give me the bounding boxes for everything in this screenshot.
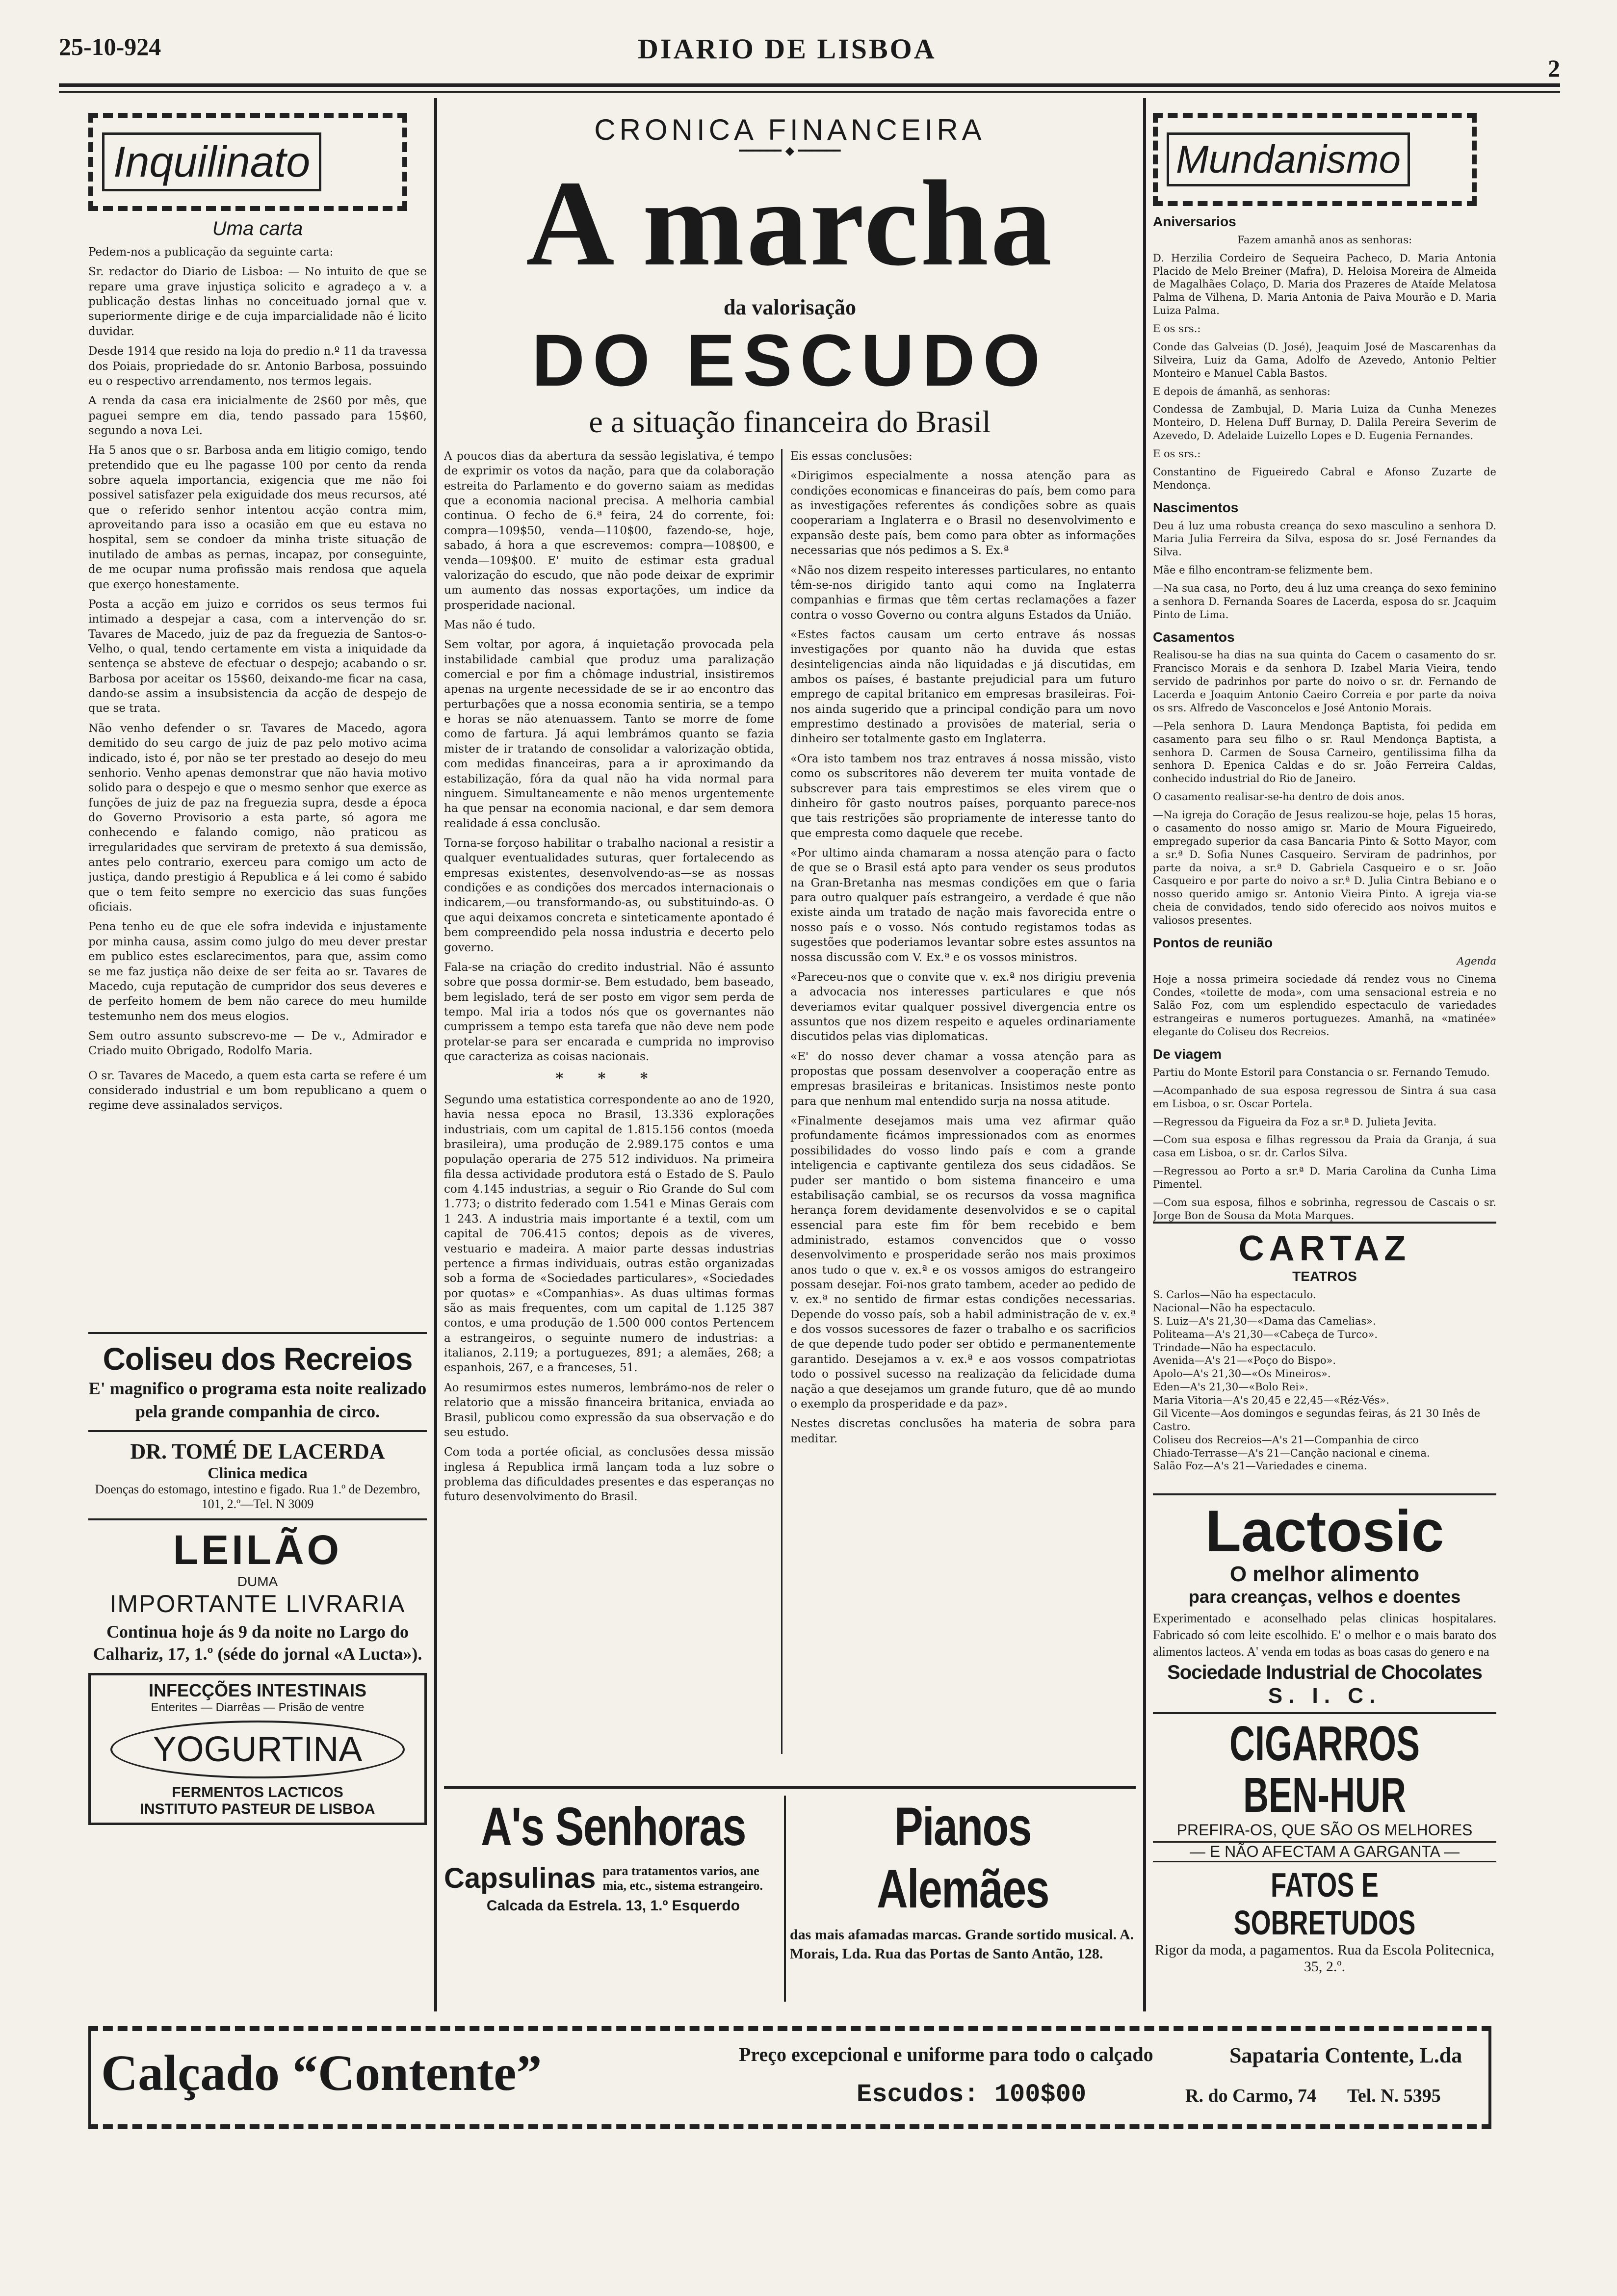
ad-benhur bbox=[1153, 1712, 1496, 1862]
section-heading: Casamentos bbox=[1153, 629, 1235, 645]
paragraph: —Com sua esposa e filhas regressou da Praia da Granja, á sua casa em Lisboa, o sr. dr. Carlos Silva. bbox=[1153, 1134, 1496, 1159]
paragraph: Hoje a nossa primeira sociedade dá rendez vous no Cinema Condes, «toilette de moda», com uma sensacional estreia e no Salão Foz, com um esplendido espectaculo de variedades estrangeiras e numeros portuguezes. Amanhã, na «matinée» elegante do Coliseu dos Recreios. bbox=[1153, 973, 1496, 1038]
paragraph: Deu á luz uma robusta creança do sexo masculino a senhora D. Maria Julia Ferreira da Silva, esposa do sr. José Fernandes da Silva. bbox=[1153, 520, 1496, 558]
header-rule-thin bbox=[59, 91, 1560, 93]
ad-lactosic bbox=[1153, 1493, 1496, 1708]
ad-lactosic-tag2: para creanças, velhos e doentes bbox=[1188, 1587, 1461, 1607]
paragraph: «E' do nosso dever chamar a vossa atenção para as propostas que possam desenvolver a cooperação entre as empresas brasileiras e britanicas. Insistimos neste ponto para que nenhum mal entendido surja na nossa atitude. bbox=[790, 1050, 1136, 1108]
ad-contente-tel: Tel. N. 5395 bbox=[1347, 2086, 1441, 2106]
paragraph: «Finalmente desejamos mais uma vez afirmar quão profundamente ficámos impressionados com as enormes possibilidades do vosso lindo país e com a grande inteligencia e captivante gentileza dos seus cidadãos. Se puder ser mantido o bom sistema financeiro e uma estabilisação cambial, se os recursos da vossa magnifica herança forem devidamente desenvolvidos e se o capital essencial para este fim fôr bem recebido e bem administrado, estamos convencidos que o vosso desenvolvimento e prosperidade serão nos mais proximos anos tudo o que v. ex.ª e os vossos amigos do estrangeiro possam desejar. Foi-nos grato tambem, aceder ao pedido de v. ex.ª no sentido de firmar estas condições necessarias. Depende do vosso país, sob a habil administração de v. ex.ª e dos vossos sucessores de fazer o trabalho e os sacrificios de que depende tudo poder ser obtido e permanentemente garantido. Desejamos a v. ex.ª e aos vossos compatriotas todo o possivel sucesso na realização da felicidade duma nação a que desejamos um grande futuro, que dê ao mundo o exemplo da prosperidade e da paz». bbox=[790, 1115, 1136, 1410]
ad-yogurtina bbox=[88, 1673, 427, 1825]
ad-yogurtina-foot1: FERMENTOS LACTICOS bbox=[172, 1784, 343, 1800]
ad-lactosic-text: Experimentado e aconselhado pelas clinicas hospitalares. Fabricado só com leite escolhido. E' o melhor e o mais barato dos alimentos lacteos. A' venda em todas as boas casas do genero e na bbox=[1153, 1611, 1496, 1659]
column-rule-right bbox=[1143, 98, 1146, 2011]
cartaz-title: CARTAZ bbox=[1238, 1229, 1411, 1268]
ad-contente-title: Calçado “Contente” bbox=[101, 2045, 542, 2101]
paragraph: Posta a acção em juizo e corridos os seus termos fui intimado a despejar a casa, com a intervenção do sr. Tavares de Macedo, juiz de paz da freguezia de Santos-o-Velho, o qual, tendo certamente em vista a iniquidade da sentença se absteve de efectuar o despejo; acabando o sr. Barbosa por aceitar os 15$60, deixando-me ficar na casa, dando-se assim a insubsistencia da acção de despejo de que se trata. bbox=[88, 598, 427, 715]
inquilinato-title-box bbox=[88, 113, 407, 211]
ad-contente-address: R. do Carmo, 74 bbox=[1185, 2086, 1317, 2106]
ad-yogurtina-foot2: INSTITUTO PASTEUR DE LISBOA bbox=[140, 1800, 375, 1817]
paragraph: A renda da casa era inicialmente de 2$60 por mês, que paguei sempre em dia, tendo passado para 15$60, segundo a nova Lei. bbox=[88, 394, 427, 437]
paragraph: Sem outro assunto subscrevo-me — De v., Admirador e Criado muito Obrigado, Rodolfo Maria. bbox=[88, 1029, 427, 1058]
paragraph: Segundo uma estatistica correspondente ao ano de 1920, havia nessa epoca no Brasil, 13.336 explorações industriais, com um capital de 1.815.156 contos (moeda brasileira), uma produção de 2.989.175 contos e uma população operaria de 275 512 individuos. Na primeira fila dessa actividade produtora está o Estado de S. Paulo com 4.145 industrias, a seguir o Rio Grande do Sul com 1.773; o distrito federado com 1.541 e Minas Gerais com 1 243. A industria mais importante é a textil, com um capital de 706.415 contos; depois as de viveres, vestuario e madeira. A maior parte dessas industrias pertence a firmas individuais, outras estão organizadas sob a forma de «Sociedades particulares», «Sociedades por quotas» e «Companhias». As duas ultimas formas são as mais frequentes, com um capital de 1.125 387 contos, e uma produção de 1.500 000 contos Pertencem a estrangeiros, o seguinte numero de industrias: a italianos, 2.119; a portuguezes, 891; a alemães, 268; a espanhois, 267, e a franceses, 51. bbox=[444, 1093, 774, 1375]
ad-leilao-sub: IMPORTANTE LIVRARIA bbox=[109, 1590, 406, 1618]
inquilinato-title: Inquilinato bbox=[102, 132, 321, 191]
issue-date: 25-10-924 bbox=[59, 33, 161, 60]
ad-lacerda-name: DR. TOMÉ DE LACERDA bbox=[130, 1439, 385, 1463]
paragraph: Condessa de Zambujal, D. Maria Luiza da Cunha Menezes Monteiro, D. Helena Duff Burnay, D. Dalila Pereira Severim de Azevedo, D. Adelaide Luizello Lopes e D. Eugenia Fernandes. bbox=[1153, 403, 1496, 442]
left-column bbox=[88, 113, 427, 1967]
paragraph: Pedem-nos a publicação da seguinte carta: bbox=[88, 246, 334, 259]
ad-senhoras-row bbox=[444, 1862, 782, 1895]
paragraph: Fazem amanhã anos as senhoras: bbox=[1237, 234, 1412, 246]
ad-fatos bbox=[1153, 1866, 1496, 1975]
cartaz-line: Nacional—Não ha espectaculo. bbox=[1153, 1302, 1316, 1314]
paragraph: D. Herzilia Cordeiro de Sequeira Pacheco, D. Maria Antonia Placido de Melo Breiner (Mafra), D. Heloisa Moreira de Almeida de Magalhães Colaço, D. Maria dos Prazeres de Ataíde Melatosa Palma de Vilhena, D. Maria Antonia de Paiva Mourão e D. Maria Luiza Palma. bbox=[1153, 252, 1496, 317]
cartaz-line: Trindade—Não ha espectaculo. bbox=[1153, 1341, 1316, 1354]
cartaz-line: Eden—A's 21,30—«Bolo Rei». bbox=[1153, 1381, 1308, 1393]
paragraph: Conde das Galveias (D. José), Jeaquim José de Mascarenhas da Silveira, Luiz da Gama, Adolfo de Azevedo, Antonio Peltier Monteiro e Manuel Cabla Bastos. bbox=[1153, 340, 1496, 379]
ad-senhoras-address: Calcada da Estrela. 13, 1.º Esquerdo bbox=[486, 1898, 740, 1914]
paragraph: «Por ultimo ainda chamaram a nossa atenção para o facto de que se o Brasil está apto para vender os seus produtos na Gran-Bretanha nas mesmas condições em que o faria para outro qualquer país estrangeiro, a verdade é que não existe ainda um tratado de nação mais favorecida entre o nosso país e o vosso. Nós contudo registamos todas as sugestões que poderiamos levantar sobre estes assuntos na nossa discussão com V. Ex.ª e os vossos ministros. bbox=[790, 846, 1136, 964]
cartaz-list bbox=[1153, 1288, 1496, 1473]
cartaz-line: Apolo—A's 21,30—«Os Mineiros». bbox=[1153, 1368, 1331, 1380]
section-stars: * * * bbox=[555, 1070, 663, 1088]
paragraph: Nestes discretas conclusões ha materia de sobra para meditar. bbox=[790, 1417, 1136, 1445]
cartaz-line: Avenida—A's 21—«Poço do Bispo». bbox=[1153, 1355, 1336, 1367]
paragraph: Pena tenho eu de que ele sofra indevida e injustamente por minha causa, assim como julgo do meu dever prestar em publico estes esclarecimentos, para que, assim como se me faz justiça não deixe de ser feita ao sr. Tavares de Macedo, cuja reputação de cumpridor dos seus deveres e de perfeito homem de bem não carece do meu humilde testemunho nem dos meus elogios. bbox=[88, 920, 427, 1023]
section-heading: Aniversarios bbox=[1153, 214, 1236, 229]
paragraph: —Na igreja do Coração de Jesus realizou-se hoje, pelas 15 horas, o casamento do nosso amigo sr. Mario de Moura Figueiredo, empregado superior da casa Bancaria Pinto & Sotto Mayor, com a sr.ª D. Sofia Nunes Casqueiro. Serviram de padrinhos, por parte da noiva, a sr.ª D. Gabriela Casqueiro e o sr. João Casqueiro e por parte do noivo a sr.ª D. Julia Cintra Bebiano e o nosso querido amigo sr. Antonio Vieira Pinto. A igreja via-se cheia de convidados, tendo sido oferecido aos noivos muitos e valiosos presentes. bbox=[1153, 809, 1496, 927]
headline-brasil: e a situação financeira do Brasil bbox=[589, 404, 991, 439]
ad-lacerda-sub: Clinica medica bbox=[208, 1463, 308, 1482]
mundanismo-body bbox=[1153, 206, 1496, 1222]
cartaz-line: Chiado-Terrasse—A's 21—Canção nacional e cinema. bbox=[1153, 1447, 1430, 1459]
paragraph: —Na sua casa, no Porto, deu á luz uma creança do sexo feminino a senhora D. Fernanda Soares de Lacerda, esposa do sr. Jcaquim Pinto de Lima. bbox=[1153, 582, 1496, 621]
paragraph: —Acompanhado de sua esposa regressou de Sintra á sua casa em Lisboa, o sr. Oscar Portela. bbox=[1153, 1084, 1496, 1110]
paragraph: Sr. redactor do Diario de Lisboa: — No intuito de que se repare uma grave injustiça solicito e agradeço a v. a publicação destas linhas no conceituado jornal que v. superiormente dirige e de cuja imparcialidade não é licito duvidar. bbox=[88, 265, 427, 338]
inquilinato-body bbox=[88, 245, 427, 1329]
ad-leilao bbox=[88, 1518, 427, 1665]
right-column bbox=[1153, 113, 1496, 2007]
kicker-ornament: ━━━━━━ ◆ ━━━━━━ bbox=[739, 144, 841, 157]
section-heading: Pontos de reunião bbox=[1153, 935, 1273, 950]
cartaz-line: Gil Vicente—Aos domingos e segundas feiras, ás 21 30 Inês de Castro. bbox=[1153, 1407, 1481, 1433]
headline-main: A marcha bbox=[526, 156, 1054, 291]
ad-coliseu-title: Coliseu dos Recreios bbox=[103, 1341, 413, 1377]
ad-contente-price: Escudos: 100$00 bbox=[857, 2080, 1087, 2109]
page-number: 2 bbox=[1548, 54, 1560, 82]
paragraph: Realisou-se ha dias na sua quinta do Cacem o casamento do sr. Francisco Morais e da senhora D. Izabel Maria Vieira, tendo servido de padrinhos por parte do noivo o sr. dr. Fernando de Lacerda e Joaquim Antonio Caeiro Correia e por parte da noiva os srs. Alfredo de Vasconcelos e José Antonio Morais. bbox=[1153, 649, 1496, 714]
mundanismo-title: Mundanismo bbox=[1167, 132, 1410, 186]
paragraph: Torna-se forçoso habilitar o trabalho nacional a resistir a qualquer eventualidades suturas, quer fortalecendo as empresas existentes, desenvolvendo-as—se as nossas condições e as condições dos mercados internacionais o indicarem,—ou transformando-as, ou substituindo-as. O que aqui deixamos concreta e sinteticamente apontado é bem compreendido pela nossa industria e decerto pelo governo. bbox=[444, 836, 774, 954]
article-columns bbox=[444, 449, 1136, 1754]
ad-lactosic-brand: Lactosic bbox=[1205, 1498, 1444, 1564]
paragraph: A poucos dias da abertura da sessão legislativa, é tempo de exprimir os votos da nação, para que da colaboração estreita do Parlamento e do governo saiam as medidas que a economia nacional precisa. A melhoria cambial continua. O fecho de 6.ª feira, 24 do corrente, foi: compra—109$50, venda—110$00, fazendo-se, hoje, sabado, á hora a que escrevemos: compra—108$00, e venda—109$00. E' muito de estimar esta gradual valorização do escudo, que não pode deixar de exprimir um aumento das nossas exportações, um indice da prosperidade nacional. bbox=[444, 450, 774, 612]
paragraph: O casamento realisar-se-ha dentro de dois anos. bbox=[1153, 791, 1405, 803]
center-ads-rule bbox=[444, 1786, 1136, 1789]
paragraph: Ha 5 anos que o sr. Barbosa anda em litigio comigo, tendo pretendido que eu lhe pagasse 100 por cento da renda sobre aquela importancia, exigencia que me não foi possivel satisfazer pela exiguidade dos meus recursos, até que o referido senhor intentou acção contra mim, aproveitando para isso a ocasião em que eu estava no hospital, sem se condoer da minha triste situação de inutilado de ambas as pernas, incapaz, por conseguinte, de me ocupar numa profissão mais rendosa que aquela que exerço honestamente. bbox=[88, 444, 427, 591]
paragraph: Agenda bbox=[1457, 955, 1496, 967]
ad-senhoras-brand: Capsulinas bbox=[444, 1862, 596, 1894]
paragraph: —Regressou ao Porto a sr.ª D. Maria Carolina da Cunha Lima Pimentel. bbox=[1153, 1165, 1496, 1191]
inquilinato-subtitle: Uma carta bbox=[212, 218, 303, 239]
paragraph: E depois de ámanhã, as senhoras: bbox=[1153, 385, 1330, 397]
ad-pianos-text: das mais afamadas marcas. Grande sortido musical. A. Morais, Lda. Rua das Portas de Santo Antão, 128. bbox=[790, 1927, 1134, 1962]
ad-yogurtina-sub: Enterites — Diarrêas — Prisão de ventre bbox=[151, 1700, 365, 1714]
paragraph: Constantino de Figueiredo Cabral e Afonso Zuzarte de Mendonça. bbox=[1153, 466, 1496, 491]
ad-lactosic-tag1: O melhor alimento bbox=[1229, 1562, 1420, 1586]
paragraph: Partiu do Monte Estoril para Constancia o sr. Fernando Temudo. bbox=[1153, 1066, 1490, 1078]
paragraph: «Pareceu-nos que o convite que v. ex.ª nos dirigiu prevenia a advocacia nos interesses particulares e que nós deveriamos evitar qualquer possivel divergencia entre os assuntos que nos dizem respeito e aqueles ordinariamente discutidos pelas vias diplomaticas. bbox=[790, 970, 1136, 1044]
ad-lactosic-abbr: S. I. C. bbox=[1268, 1684, 1382, 1708]
headline-sub: da valorisação bbox=[723, 295, 857, 319]
ad-contente-shop: Sapataria Contente, L.da bbox=[1229, 2043, 1462, 2067]
paragraph: Fala-se na criação do credito industrial. Não é assunto sobre que possa dormir-se. Bem estudado, bem baseado, bem legislado, terá de ser posto em vigor sem perda de tempo. Mal iria a todos nós que os governantes não cumprissem a tempo esta tarefa que não deve nem pode protelar-se para ser encarada e cumprida no improviso que caracteriza as coisas nacionais. bbox=[444, 961, 774, 1064]
paragraph: «Dirigimos especialmente a nossa atenção para as condições economicas e financeiras do país, bem como para as investigações referentes ás condições sobre as quais cooperariam a Inglaterra e o Brasil no desenvolvimento e expansão deste país, bem como para obter as informações necessarias que nós pedimos a S. Ex.ª bbox=[790, 470, 1136, 557]
ad-benhur-tag2: — E NÃO AFECTAM A GARGANTA — bbox=[1153, 1841, 1496, 1862]
cartaz-line: Salão Foz—A's 21—Variedades e cinema. bbox=[1153, 1460, 1367, 1472]
paragraph: —Com sua esposa, filhos e sobrinha, regressou de Cascais o sr. Jorge Bon de Sousa da Mota Marques. bbox=[1153, 1196, 1496, 1222]
paragraph: Sem voltar, por agora, á inquietação provocada pela instabilidade cambial que produz uma paralização comercial e por fim a chômage industrial, insistiremos apenas na urgente necessidade de se ir ao encontro das perturbações que a nossa economia sentiria, se a tempo e horas se não atenuassem. Tanto se morre de fome como de fartura. Já aqui lembrámos quanto se fazia mister de ir tratando de consolidar a valorização obtida, com medidas financeiras, para a ir aproximando da estabilização, fóra da qual não ha vida normal para ninguem. Simultaneamente e não menos urgentemente ha que pensar na economia nacional, e dar sem demora realidade á essa conclusão. bbox=[444, 638, 774, 830]
paragraph: Ao resumirmos estes numeros, lembrámo-nos de reler o relatorio que a missão financeira britanica, enviada ao Brasil, publicou como expressão da sua observação e do seu estudo. bbox=[444, 1381, 774, 1439]
ad-yogurtina-brand: YOGURTINA bbox=[110, 1721, 405, 1778]
paragraph: Eis essas conclusões: bbox=[790, 450, 913, 463]
center-column bbox=[444, 113, 1136, 1771]
section-heading: Nascimentos bbox=[1153, 499, 1239, 515]
paragraph: Não venho defender o sr. Tavares de Macedo, agora demitido do seu cargo de juiz de paz pelo motivo acima indicado, isto é, por não se ter prestado ao desejo do meu senhorio. Venho apenas demonstrar que não havia motivo solido para o despejo e que o mesmo senhor que exerce as funções de juiz de paz na freguezia supra, desde a época do Governo Provisorio a esta parte, só agora me conhecendo e falando comigo, não praticou as irregularidades que serviram de pretexto á sua demissão, antes pelo contrario, exerceu para comigo um acto de justiça, dando prestigio á Republica e á lei como é sabido que o tem feito sempre no exercicio das suas funções oficiais. bbox=[88, 722, 427, 914]
cartaz-sub: TEATROS bbox=[1292, 1269, 1357, 1284]
paragraph: E os srs.: bbox=[1153, 448, 1201, 460]
page-header bbox=[59, 29, 1560, 82]
paragraph: E os srs.: bbox=[1153, 323, 1201, 335]
ad-leilao-duma: DUMA bbox=[237, 1573, 278, 1589]
masthead: DIARIO DE LISBOA bbox=[638, 33, 937, 65]
headline-escudo: DO ESCUDO bbox=[531, 319, 1048, 401]
ad-senhoras-text: para tratamentos varios, ane mia, etc., sistema estrangeiro. bbox=[602, 1863, 763, 1893]
cartaz-line: Politeama—A's 21,30—«Cabeça de Turco». bbox=[1153, 1328, 1378, 1340]
ad-lacerda bbox=[88, 1430, 427, 1512]
ad-contente bbox=[88, 2026, 1491, 2129]
ad-lactosic-company: Sociedade Industrial de Chocolates bbox=[1167, 1662, 1482, 1684]
paragraph: Mãe e filho encontram-se felizmente bem. bbox=[1153, 564, 1373, 576]
ad-fatos-title: FATOS E SOBRETUDOS bbox=[1233, 1866, 1416, 1942]
ad-leilao-text: Continua hoje ás 9 da noite no Largo do Calhariz, 17, 1.º (séde do jornal «A Lucta»). bbox=[93, 1621, 422, 1664]
cartaz-line: S. Luiz—A's 21,30—«Dama das Camelias». bbox=[1153, 1315, 1376, 1327]
ad-senhoras bbox=[444, 1796, 782, 2002]
center-ads-divider bbox=[784, 1796, 786, 2002]
ad-fatos-text: Rigor da moda, a pagamentos. Rua da Escola Politecnica, 35, 2.º. bbox=[1154, 1942, 1495, 1975]
paragraph: O sr. Tavares de Macedo, a quem esta carta se refere é um considerado industrial e um bom republicano a quem o regime deve assinalados serviços. bbox=[88, 1069, 427, 1112]
ad-contente-line1: Preço excepcional e uniforme para todo o calçado bbox=[739, 2043, 1153, 2065]
kicker: CRONICA FINANCEIRA bbox=[594, 113, 986, 146]
article-col-1 bbox=[444, 449, 782, 1754]
paragraph: Com toda a portée oficial, as conclusões dessa missão inglesa á Republica irmã lançam toda a luz sobre o problema das dificuldades presentes e das esperanças no futuro desenvolvimento do Brasil. bbox=[444, 1446, 774, 1504]
ad-pianos-title: Pianos Alemães bbox=[877, 1797, 1049, 1919]
ad-yogurtina-title: INFECÇÕES INTESTINAIS bbox=[148, 1680, 367, 1700]
ad-benhur-tag1: PREFIRA-OS, QUE SÃO OS MELHORES bbox=[1176, 1821, 1473, 1839]
ad-senhoras-title: A's Senhoras bbox=[481, 1797, 746, 1857]
paragraph: —Pela senhora D. Laura Mendonça Baptista, foi pedida em casamento para seu filho o sr. Raul Mendonça Baptista, a senhora D. Carmen de Sousa Carneiro, gentilissima filha da senhora D. Epenica Caldas e do sr. João Ferreira Caldas, conhecido industrial do Rio de Janeiro. bbox=[1153, 720, 1496, 785]
cartaz bbox=[1153, 1222, 1496, 1493]
ad-coliseu bbox=[88, 1332, 427, 1423]
ad-lacerda-text: Doenças do estomago, intestino e figado. Rua 1.º de Dezembro, 101, 2.º—Tel. N 3009 bbox=[95, 1482, 420, 1511]
cartaz-line: S. Carlos—Não ha espectaculo. bbox=[1153, 1289, 1316, 1301]
mundanismo-title-box bbox=[1153, 113, 1477, 206]
cartaz-line: Coliseu dos Recreios—A's 21—Companhia de circo bbox=[1153, 1434, 1419, 1446]
column-rule-left bbox=[434, 98, 437, 2011]
ad-benhur-brand: CIGARROS BEN-HUR bbox=[1229, 1716, 1420, 1823]
cartaz-line: Maria Vitoria—A's 20,45 e 22,45—«Réz-Vés». bbox=[1153, 1394, 1389, 1406]
paragraph: Mas não é tudo. bbox=[444, 618, 536, 631]
paragraph: «Estes factos causam um certo entrave ás nossas investigações por quanto não ha duvida que estas desinteligencias ainda não liquidadas e já discutidas, em ambos os países, é bastante prejudicial para um futuro emprego de capital britanico em empresas brasileiras. Foi-nos ainda sugerido que a principal condição para um novo emprestimo destinado a provisões de material, seria o dinheiro ser totalmente gasto em Inglaterra. bbox=[790, 628, 1136, 746]
ad-coliseu-text: E' magnifico o programa esta noite realizado pela grande companhia de circo. bbox=[88, 1379, 427, 1421]
header-rule bbox=[59, 83, 1560, 87]
ad-pianos bbox=[790, 1796, 1136, 2002]
paragraph: «Ora isto tambem nos traz entraves á nossa missão, visto como os subscritores não deverem ter muita vontade de subscrever para tais emprestimos se eles virem que o dinheiro fôr gasto noutros países, porquanto parece-nos que tais restrições são propriamente de interesse tanto do que empresta como daquele que recebe. bbox=[790, 752, 1136, 840]
article-col-2 bbox=[782, 449, 1136, 1754]
paragraph: «Não nos dizem respeito interesses particulares, no entanto têm-se-nos dirigido tanto aqui como na Inglaterra companhias e firmas que têm certas reclamações a fazer contra o vosso Governo ou contra alguns Estados da União. bbox=[790, 564, 1136, 622]
paragraph: —Regressou da Figueira da Foz a sr.ª D. Julieta Jevita. bbox=[1153, 1116, 1437, 1128]
section-heading: De viagem bbox=[1153, 1046, 1222, 1062]
paragraph: Desde 1914 que resido na loja do predio n.º 11 da travessa dos Poiais, propriedade do sr. Antonio Barbosa, possuindo eu o respectivo arrendamento, nos termos legais. bbox=[88, 345, 427, 388]
ad-leilao-title: LEILÃO bbox=[173, 1526, 342, 1573]
